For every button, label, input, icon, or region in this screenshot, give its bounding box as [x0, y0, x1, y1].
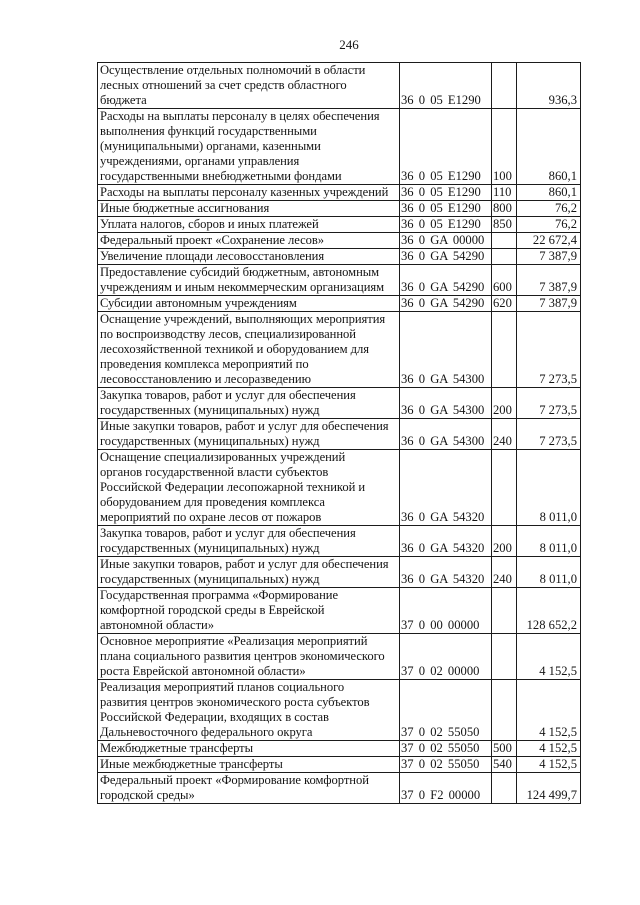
- row-amount-cell: 76,2: [517, 217, 581, 233]
- table-row: [98, 450, 581, 526]
- page-number: 246: [339, 37, 359, 52]
- row-name-line: (муниципальными) органами, казенными: [100, 139, 321, 153]
- row-expense-type-cell: 200: [492, 526, 517, 557]
- row-name-line: плана социального развития центров экономического: [100, 649, 385, 663]
- row-amount-cell: 4 152,5: [517, 741, 581, 757]
- row-amount-cell: 76,2: [517, 201, 581, 217]
- row-name-cell: [98, 388, 400, 419]
- row-code-cell: 36 0 GA 00000: [400, 233, 492, 249]
- row-name-cell: [98, 741, 400, 757]
- row-expense-type-cell: 240: [492, 419, 517, 450]
- row-name-line: государственными внебюджетными фондами: [100, 169, 342, 183]
- row-code-cell: 37 0 02 00000: [400, 634, 492, 680]
- budget-table-body: [98, 63, 581, 804]
- row-expense-type-cell: 240: [492, 557, 517, 588]
- table-row: [98, 296, 581, 312]
- table-row: [98, 185, 581, 201]
- table-row: [98, 557, 581, 588]
- row-code-cell: 36 0 05 E1290: [400, 201, 492, 217]
- row-name-cell: [98, 680, 400, 741]
- row-name-line: Федеральный проект «Сохранение лесов»: [100, 233, 325, 247]
- row-code-cell: 36 0 GA 54300: [400, 312, 492, 388]
- row-expense-type-cell: [492, 249, 517, 265]
- table-row: [98, 312, 581, 388]
- row-name-cell: [98, 450, 400, 526]
- row-name-cell: [98, 249, 400, 265]
- row-code-cell: 37 0 02 55050: [400, 757, 492, 773]
- row-expense-type-cell: 200: [492, 388, 517, 419]
- row-name-line: Основное мероприятие «Реализация мероприятий: [100, 634, 368, 648]
- row-amount-cell: 7 387,9: [517, 249, 581, 265]
- row-name-line: учреждениям и иным некоммерческим организациям: [100, 280, 385, 294]
- row-code-cell: 36 0 05 E1290: [400, 185, 492, 201]
- row-name-line: Предоставление субсидий бюджетным, автономным: [100, 265, 380, 279]
- row-code-cell: 36 0 GA 54320: [400, 557, 492, 588]
- table-row: [98, 109, 581, 185]
- row-name-line: лесохозяйственной техникой и оборудованием для: [100, 342, 369, 356]
- row-expense-type-cell: [492, 450, 517, 526]
- row-name-cell: [98, 773, 400, 804]
- row-expense-type-cell: 850: [492, 217, 517, 233]
- row-code-cell: 36 0 GA 54300: [400, 419, 492, 450]
- row-amount-cell: 8 011,0: [517, 526, 581, 557]
- row-amount-cell: 936,3: [517, 63, 581, 109]
- row-code-cell: 36 0 GA 54300: [400, 388, 492, 419]
- row-name-cell: [98, 312, 400, 388]
- row-amount-cell: 860,1: [517, 185, 581, 201]
- budget-table: [97, 62, 581, 804]
- table-row: [98, 63, 581, 109]
- row-expense-type-cell: [492, 233, 517, 249]
- table-row: [98, 588, 581, 634]
- row-name-line: Расходы на выплаты персоналу казенных учреждений: [100, 185, 389, 199]
- row-name-line: государственных (муниципальных) нужд: [100, 541, 320, 555]
- row-name-line: государственных (муниципальных) нужд: [100, 403, 320, 417]
- row-name-line: Субсидии автономным учреждениям: [100, 296, 297, 310]
- row-name-cell: [98, 265, 400, 296]
- row-name-line: Оснащение специализированных учреждений: [100, 450, 346, 464]
- row-name-line: Увеличение площади лесовосстановления: [100, 249, 325, 263]
- row-name-line: городской среды»: [100, 788, 195, 802]
- row-name-cell: [98, 185, 400, 201]
- row-name-line: мероприятий по охране лесов от пожаров: [100, 510, 322, 524]
- table-row: [98, 201, 581, 217]
- row-name-line: государственных (муниципальных) нужд: [100, 572, 320, 586]
- row-name-line: оборудованием для проведения комплекса: [100, 495, 325, 509]
- row-name-line: роста Еврейской автономной области»: [100, 664, 306, 678]
- row-code-cell: 36 0 GA 54320: [400, 526, 492, 557]
- row-name-cell: [98, 757, 400, 773]
- row-name-line: лесовосстановлению и лесоразведению: [100, 372, 311, 386]
- row-code-cell: 36 0 05 E1290: [400, 109, 492, 185]
- row-code-cell: 37 0 F2 00000: [400, 773, 492, 804]
- row-amount-cell: 860,1: [517, 109, 581, 185]
- row-name-line: лесных отношений за счет средств областного: [100, 78, 347, 92]
- table-row: [98, 419, 581, 450]
- row-code-cell: 37 0 02 55050: [400, 680, 492, 741]
- row-code-cell: 36 0 GA 54320: [400, 450, 492, 526]
- row-name-line: бюджета: [100, 93, 147, 107]
- row-name-cell: [98, 296, 400, 312]
- row-amount-cell: 8 011,0: [517, 450, 581, 526]
- row-name-line: Закупка товаров, работ и услуг для обеспечения: [100, 526, 356, 540]
- table-row: [98, 741, 581, 757]
- row-name-cell: [98, 557, 400, 588]
- row-name-line: Межбюджетные трансферты: [100, 741, 254, 755]
- row-amount-cell: 128 652,2: [517, 588, 581, 634]
- row-expense-type-cell: 600: [492, 265, 517, 296]
- row-name-line: Уплата налогов, сборов и иных платежей: [100, 217, 319, 231]
- table-row: [98, 265, 581, 296]
- row-expense-type-cell: 500: [492, 741, 517, 757]
- row-name-line: Расходы на выплаты персоналу в целях обеспечения: [100, 109, 380, 123]
- row-name-line: Федеральный проект «Формирование комфортной: [100, 773, 369, 787]
- row-name-line: выполнения функций государственными: [100, 124, 317, 138]
- row-amount-cell: 124 499,7: [517, 773, 581, 804]
- row-amount-cell: 4 152,5: [517, 634, 581, 680]
- table-row: [98, 233, 581, 249]
- table-row: [98, 249, 581, 265]
- row-name-line: проведения комплекса мероприятий по: [100, 357, 309, 371]
- row-expense-type-cell: [492, 588, 517, 634]
- row-expense-type-cell: 100: [492, 109, 517, 185]
- row-amount-cell: 7 273,5: [517, 388, 581, 419]
- row-expense-type-cell: [492, 63, 517, 109]
- table-row: [98, 773, 581, 804]
- row-name-line: Осуществление отдельных полномочий в области: [100, 63, 366, 77]
- row-name-line: Иные межбюджетные трансферты: [100, 757, 283, 771]
- row-name-cell: [98, 588, 400, 634]
- row-expense-type-cell: [492, 634, 517, 680]
- row-name-cell: [98, 109, 400, 185]
- row-expense-type-cell: 540: [492, 757, 517, 773]
- row-name-line: Иные бюджетные ассигнования: [100, 201, 270, 215]
- row-code-cell: 36 0 GA 54290: [400, 296, 492, 312]
- row-code-cell: 36 0 05 E1290: [400, 217, 492, 233]
- row-amount-cell: 7 273,5: [517, 312, 581, 388]
- row-name-cell: [98, 419, 400, 450]
- row-expense-type-cell: 110: [492, 185, 517, 201]
- row-amount-cell: 7 387,9: [517, 296, 581, 312]
- row-expense-type-cell: 620: [492, 296, 517, 312]
- table-row: [98, 217, 581, 233]
- row-expense-type-cell: [492, 312, 517, 388]
- row-code-cell: 36 0 05 E1290: [400, 63, 492, 109]
- row-name-line: Иные закупки товаров, работ и услуг для обеспечения: [100, 557, 389, 571]
- row-code-cell: 36 0 GA 54290: [400, 265, 492, 296]
- row-amount-cell: 8 011,0: [517, 557, 581, 588]
- row-expense-type-cell: [492, 773, 517, 804]
- row-name-cell: [98, 233, 400, 249]
- row-name-cell: [98, 201, 400, 217]
- row-expense-type-cell: 800: [492, 201, 517, 217]
- row-name-line: Реализация мероприятий планов социального: [100, 680, 345, 694]
- row-name-line: комфортной городской среды в Еврейской: [100, 603, 325, 617]
- row-name-line: развития центров экономического роста субъектов: [100, 695, 370, 709]
- row-name-cell: [98, 217, 400, 233]
- row-name-line: Закупка товаров, работ и услуг для обеспечения: [100, 388, 356, 402]
- row-amount-cell: 4 152,5: [517, 680, 581, 741]
- row-name-cell: [98, 634, 400, 680]
- row-name-cell: [98, 63, 400, 109]
- row-code-cell: 37 0 02 55050: [400, 741, 492, 757]
- row-name-line: Дальневосточного федерального округа: [100, 725, 313, 739]
- row-amount-cell: 22 672,4: [517, 233, 581, 249]
- row-name-line: учреждениями, органами управления: [100, 154, 300, 168]
- row-name-line: автономной области»: [100, 618, 214, 632]
- row-name-line: Государственная программа «Формирование: [100, 588, 338, 602]
- row-name-line: Российской Федерации, входящих в состав: [100, 710, 329, 724]
- row-name-cell: [98, 526, 400, 557]
- row-amount-cell: 7 387,9: [517, 265, 581, 296]
- row-name-line: по воспроизводству лесов, специализированной: [100, 327, 356, 341]
- table-row: [98, 526, 581, 557]
- row-amount-cell: 4 152,5: [517, 757, 581, 773]
- row-name-line: Иные закупки товаров, работ и услуг для обеспечения: [100, 419, 389, 433]
- row-name-line: государственных (муниципальных) нужд: [100, 434, 320, 448]
- row-name-line: Оснащение учреждений, выполняющих мероприятия: [100, 312, 386, 326]
- row-amount-cell: 7 273,5: [517, 419, 581, 450]
- table-row: [98, 388, 581, 419]
- row-code-cell: 36 0 GA 54290: [400, 249, 492, 265]
- row-name-line: Российской Федерации лесопожарной техникой и: [100, 480, 366, 494]
- row-name-line: органов государственной власти субъектов: [100, 465, 329, 479]
- table-row: [98, 757, 581, 773]
- table-row: [98, 634, 581, 680]
- row-code-cell: 37 0 00 00000: [400, 588, 492, 634]
- table-row: [98, 680, 581, 741]
- row-expense-type-cell: [492, 680, 517, 741]
